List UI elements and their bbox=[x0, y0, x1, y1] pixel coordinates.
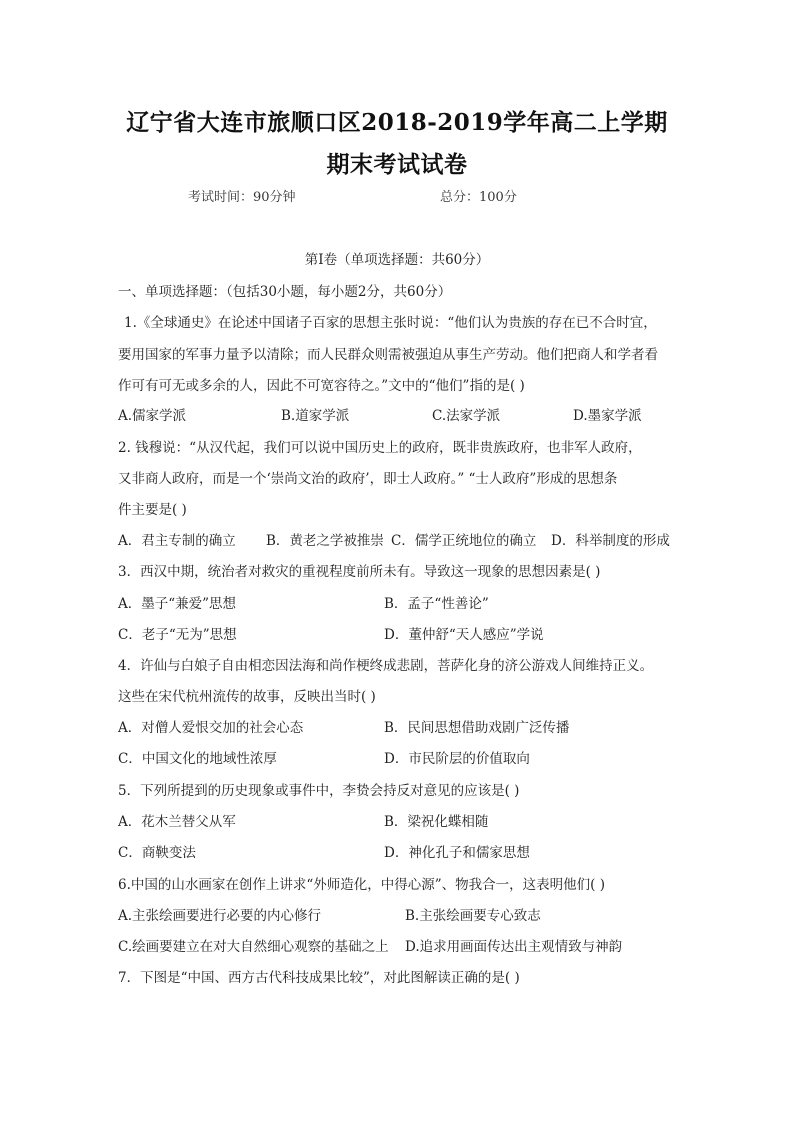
section-instruction: 一、单项选择题：（包括30小题，每小题2分，共60分） bbox=[118, 284, 452, 300]
question-6-option-a[interactable]: A.主张绘画要进行必要的内心修行 bbox=[118, 908, 322, 924]
question-5-option-c[interactable]: C．商鞅变法 bbox=[118, 845, 196, 861]
question-4-line-1: 4．许仙与白娘子自由相恋因法海和尚作梗终成悲剧，菩萨化身的济公游戏人间维持正义。 bbox=[118, 658, 654, 674]
question-1-line-3: 作可有可无或多余的人，因此不可宽容待之。”文中的“他们”指的是( ) bbox=[118, 378, 525, 394]
question-4-option-c[interactable]: C．中国文化的地域性浓厚 bbox=[118, 751, 277, 767]
question-2-line-2: 又非商人政府，而是一个‘崇尚文治的政府’，即士人政府。” “士人政府”形成的思想条 bbox=[118, 471, 618, 487]
question-2-line-3: 件主要是( ) bbox=[118, 502, 187, 518]
question-1-line-1: 1.《全球通史》在论述中国诸子百家的思想主张时说：“他们认为贵族的存在已不合时宜， bbox=[124, 315, 657, 331]
question-2-line-1: 2. 钱穆说：“从汉代起，我们可以说中国历史上的政府，既非贵族政府，也非军人政府， bbox=[118, 440, 642, 456]
question-3-option-d[interactable]: D．董仲舒“天人感应”学说 bbox=[384, 627, 544, 643]
question-5-option-b[interactable]: B．梁祝化蝶相随 bbox=[384, 814, 489, 830]
question-6-option-b[interactable]: B.主张绘画要专心致志 bbox=[405, 908, 541, 924]
question-1-line-2: 要用国家的军事力量予以清除；而人民群众则需被强迫从事生产劳动。他们把商人和学者看 bbox=[118, 347, 658, 363]
question-3-option-a[interactable]: A．墨子“兼爱”思想 bbox=[118, 596, 237, 612]
question-1-option-a[interactable]: A.儒家学派 bbox=[118, 408, 187, 424]
question-4-line-2: 这些在宋代杭州流传的故事，反映出当时( ) bbox=[118, 689, 376, 705]
question-2-option-b[interactable]: B．黄老之学被推崇 bbox=[266, 533, 384, 549]
question-2-option-a[interactable]: A．君主专制的确立 bbox=[118, 533, 236, 549]
question-5-line-1: 5．下列所提到的历史现象或事件中，李贽会持反对意见的应该是( ) bbox=[118, 783, 520, 799]
question-3-line-1: 3．西汉中期，统治者对救灾的重视程度前所未有。导致这一现象的思想因素是( ) bbox=[118, 564, 601, 580]
question-4-option-a[interactable]: A．对僧人爱恨交加的社会心态 bbox=[118, 720, 304, 736]
question-3-option-b[interactable]: B．孟子“性善论” bbox=[384, 596, 489, 612]
exam-title-line2: 期末考试试卷 bbox=[326, 151, 468, 178]
question-6-option-c[interactable]: C.绘画要建立在对大自然细心观察的基础之上 bbox=[118, 939, 389, 955]
question-4-option-d[interactable]: D．市民阶层的价值取向 bbox=[384, 751, 530, 767]
question-7-line-1: 7．下图是“中国、西方古代科技成果比较”，对此图解读正确的是( ) bbox=[118, 970, 520, 986]
total-score: 总分：100分 bbox=[440, 190, 517, 205]
question-3-option-c[interactable]: C．老子“无为”思想 bbox=[118, 627, 237, 643]
question-4-option-b[interactable]: B．民间思想借助戏剧广泛传播 bbox=[384, 720, 570, 736]
question-5-option-a[interactable]: A．花木兰替父从军 bbox=[118, 814, 236, 830]
exam-time: 考试时间：90分钟 bbox=[188, 190, 296, 205]
question-2-option-d[interactable]: D．科举制度的形成 bbox=[551, 533, 670, 549]
question-6-line-1: 6.中国的山水画家在创作上讲求“外师造化，中得心源”、物我合一，这表明他们( ) bbox=[118, 877, 606, 893]
exam-title-line1: 辽宁省大连市旅顺口区2018-2019学年高二上学期 bbox=[126, 109, 668, 136]
question-5-option-d[interactable]: D．神化孔子和儒家思想 bbox=[384, 845, 530, 861]
question-2-option-c[interactable]: C．儒学正统地位的确立 bbox=[391, 533, 537, 549]
section-title: 第Ⅰ卷（单项选择题：共60分） bbox=[304, 252, 490, 268]
question-1-option-c[interactable]: C.法家学派 bbox=[432, 408, 501, 424]
question-1-option-b[interactable]: B.道家学派 bbox=[281, 408, 350, 424]
question-1-option-d[interactable]: D.墨家学派 bbox=[573, 408, 642, 424]
question-6-option-d[interactable]: D.追求用画面传达出主观情致与神韵 bbox=[405, 939, 623, 955]
